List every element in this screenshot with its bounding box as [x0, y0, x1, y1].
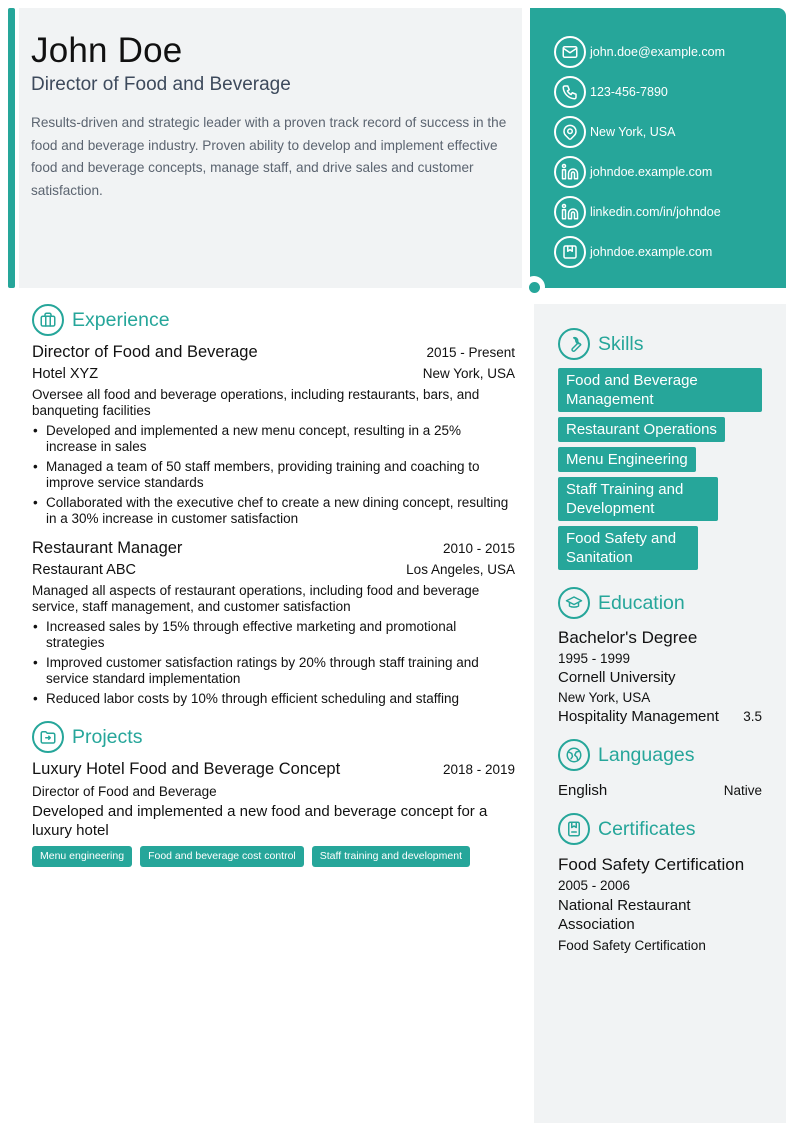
sidebar-column: [558, 328, 762, 953]
school-location: New York, USA: [558, 690, 651, 705]
certificates-heading: [558, 813, 762, 845]
contact-website-text: johndoe.example.com: [590, 165, 713, 179]
languages-title: Languages: [598, 743, 695, 766]
skills-title: Skills: [598, 332, 644, 355]
contact-portfolio-text: johndoe.example.com: [590, 245, 713, 259]
language-level: Native: [723, 783, 762, 798]
job-dates: 2015 - Present: [426, 345, 515, 360]
certificates-title: Certificates: [598, 817, 696, 840]
experience-heading: [32, 304, 515, 336]
phone-icon: [554, 76, 586, 108]
job-description: Oversee all food and beverage operations, including restaurants, bars, and banqueting facilities: [32, 387, 480, 418]
projects-heading: [32, 721, 515, 753]
achievement-item: • Collaborated with the executive chef to create a new dining concept, resulting in a 30% increase in customer satisfaction: [32, 495, 515, 527]
contact-linkedin-text: linkedin.com/in/johndoe: [590, 205, 721, 219]
achievement-item: • Improved customer satisfaction ratings by 20% through staff training and service standard implementation: [32, 655, 515, 687]
experience-entry: [32, 539, 515, 707]
job-location: New York, USA: [422, 366, 515, 381]
education-dates: 1995 - 1999: [558, 651, 631, 666]
language-row: [558, 782, 762, 799]
experience-entry: [32, 343, 515, 527]
education-title: Education: [598, 591, 685, 614]
project-tag: Menu engineering: [32, 846, 132, 867]
skill-badge: Staff Training and Development: [558, 477, 718, 521]
project-title: Luxury Hotel Food and Beverage Concept: [32, 760, 341, 778]
language-name: English: [558, 782, 608, 799]
timeline-dot: [529, 282, 540, 293]
contact-location-text: New York, USA: [590, 125, 676, 139]
job-title: Director of Food and Beverage: [32, 343, 258, 361]
job-description: Managed all aspects of restaurant operations, including food and beverage service, staff management, and customer satisfaction: [32, 583, 480, 614]
certificate-entry: [558, 855, 762, 953]
contact-email[interactable]: [530, 32, 786, 72]
contact-website[interactable]: [530, 152, 786, 192]
briefcase-icon: [32, 304, 64, 336]
candidate-name: John Doe: [31, 31, 183, 70]
school-name: Cornell University: [558, 669, 676, 686]
skill-badge: Menu Engineering: [558, 447, 696, 472]
main-column: [32, 304, 515, 867]
achievement-item: • Reduced labor costs by 10% through efficient scheduling and staffing: [32, 691, 515, 707]
project-tag: Food and beverage cost control: [140, 846, 304, 867]
certificate-dates: 2005 - 2006: [558, 878, 631, 893]
languages-heading: [558, 739, 762, 771]
contact-email-text: john.doe@example.com: [590, 45, 725, 59]
contact-phone[interactable]: [530, 72, 786, 112]
map-pin-icon: [554, 116, 586, 148]
contact-linkedin[interactable]: [530, 192, 786, 232]
linkedin-icon: [554, 196, 586, 228]
summary-text: Results-driven and strategic leader with a proven track record of success in the food and beverage industry. Proven ability to develop and implement effective food and beverage concepts, manage staff, and drive sales and customer satisfaction.: [31, 115, 507, 198]
job-location: Los Angeles, USA: [406, 562, 515, 577]
education-score: 3.5: [743, 709, 762, 724]
skills-list: [558, 368, 762, 575]
project-tags: [32, 846, 515, 867]
job-title: Restaurant Manager: [32, 539, 183, 557]
achievement-item: • Managed a team of 50 staff members, providing training and coaching to improve service standards: [32, 459, 515, 491]
project-dates: 2018 - 2019: [442, 762, 515, 777]
achievement-item: • Increased sales by 15% through effective marketing and promotional strategies: [32, 619, 515, 651]
job-achievements: [32, 619, 515, 707]
degree: Bachelor's Degree: [558, 628, 698, 647]
job-achievements: [32, 423, 515, 527]
project-role: Director of Food and Beverage: [32, 784, 217, 799]
job-dates: 2010 - 2015: [442, 541, 515, 556]
skill-badge: Food Safety and Sanitation: [558, 526, 698, 570]
job-company: Hotel XYZ: [32, 366, 99, 382]
candidate-title: Director of Food and Beverage: [31, 74, 291, 95]
skill-badge: Food and Beverage Management: [558, 368, 762, 412]
contact-phone-text: 123-456-7890: [590, 85, 668, 99]
achievement-item: • Developed and implemented a new menu concept, resulting in a 25% increase in sales: [32, 423, 515, 455]
project-entry: [32, 760, 515, 867]
header-panel: [19, 8, 522, 288]
accent-bar: [8, 8, 15, 288]
certificate-icon: [558, 813, 590, 845]
contact-portfolio[interactable]: [530, 232, 786, 272]
project-tag: Staff training and development: [312, 846, 470, 867]
certificate-summary: Food Safety Certification: [558, 938, 706, 953]
skills-heading: [558, 328, 762, 360]
experience-title: Experience: [72, 308, 170, 331]
graduation-cap-icon: [558, 587, 590, 619]
wrench-icon: [558, 328, 590, 360]
education-entry: [558, 628, 762, 725]
contact-location: [530, 112, 786, 152]
envelope-icon: [554, 36, 586, 68]
contact-panel: [530, 8, 786, 288]
folder-icon: [32, 721, 64, 753]
skill-badge: Restaurant Operations: [558, 417, 725, 442]
job-company: Restaurant ABC: [32, 562, 136, 578]
education-heading: [558, 587, 762, 619]
portfolio-icon: [554, 236, 586, 268]
certificate-name: Food Safety Certification: [558, 855, 745, 874]
projects-title: Projects: [72, 725, 143, 748]
project-description: Developed and implemented a new food and beverage concept for a luxury hotel: [32, 803, 488, 839]
globe-icon: [558, 739, 590, 771]
education-field: Hospitality Management: [558, 708, 719, 725]
linkedin-icon: [554, 156, 586, 188]
certificate-issuer: National Restaurant Association: [558, 897, 691, 933]
